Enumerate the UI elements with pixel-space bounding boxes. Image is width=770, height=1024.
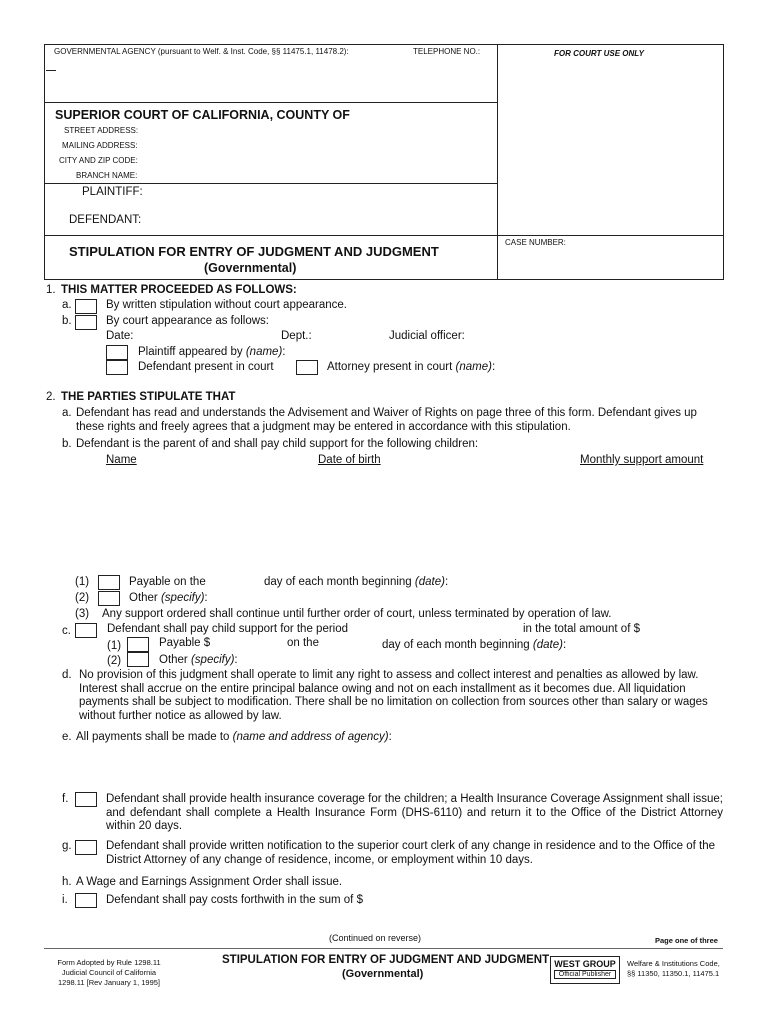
column-name-header: Name <box>106 454 137 466</box>
publisher-logo <box>550 956 620 984</box>
court-use-label: FOR COURT USE ONLY <box>554 49 644 58</box>
street-address-label: STREET ADDRESS: <box>64 126 139 135</box>
telephone-label: TELEPHONE NO.: <box>413 47 481 56</box>
item-1a-text: By written stipulation without court appearance. <box>106 299 347 311</box>
item-2c1-on: on the <box>287 637 319 649</box>
footer-title: STIPULATION FOR ENTRY OF JUDGMENT AND JUDGMENT <box>222 954 550 966</box>
defendant-present-text: Defendant present in court <box>138 361 274 373</box>
item-2c2-checkbox[interactable] <box>127 652 149 667</box>
section2-number: 2. <box>46 391 56 403</box>
item-2i-checkbox[interactable] <box>75 893 97 908</box>
item-2b-text: Defendant is the parent of and shall pay child support for the following children: <box>76 438 479 450</box>
dept-label: Dept.: <box>281 330 312 342</box>
branch-name-label: BRANCH NAME: <box>76 171 138 180</box>
item-2c-text-2: in the total amount of $ <box>523 623 640 635</box>
column-dob-header: Date of birth <box>318 454 381 466</box>
item-2i-text: Defendant shall pay costs forthwith in the sum of $ <box>106 894 363 906</box>
column-monthly-header: Monthly support amount <box>580 454 704 466</box>
section1-title: THIS MATTER PROCEEDED AS FOLLOWS: <box>61 284 297 296</box>
page-indicator: Page one of three <box>655 936 718 945</box>
item-2a-text: Defendant has read and understands the Advisement and Waiver of Rights on page three of this form. Defendant gives up these rights and freely agrees that a judgment may be entered in accordance with this stipulation. <box>76 407 697 433</box>
defendant-label: DEFENDANT: <box>69 214 142 226</box>
item-2c-text: Defendant shall pay child support for the period <box>107 623 349 635</box>
footer-divider <box>44 948 723 949</box>
agency-line-mark <box>46 70 56 71</box>
item-1b-checkbox[interactable] <box>75 315 97 330</box>
attorney-present-checkbox[interactable] <box>296 360 318 375</box>
item-2c-letter: c. <box>62 625 71 637</box>
section1-number: 1. <box>46 284 56 296</box>
item-2c1-day: day of each month beginning (date): <box>382 639 567 651</box>
agency-label: GOVERNMENTAL AGENCY (pursuant to Welf. & Inst. Code, §§ 11475.1, 11478.2): <box>54 47 349 56</box>
item-2b1-checkbox[interactable] <box>98 575 120 590</box>
item-1a-checkbox[interactable] <box>75 299 97 314</box>
item-2b2-text: Other (specify): <box>129 592 208 604</box>
item-2h-letter: h. <box>62 876 72 888</box>
item-2g-text: Defendant shall provide written notification to the superior court clerk of any change in residence and to the Office of the District Attorney of any change of residence, income, or employment within 10 days. <box>106 840 716 866</box>
item-2i-letter: i. <box>62 894 68 906</box>
judicial-officer-label: Judicial officer: <box>389 330 465 342</box>
item-2c1-number: (1) <box>107 640 122 652</box>
item-2c-checkbox[interactable] <box>75 623 97 638</box>
attorney-present-text: Attorney present in court (name): <box>327 361 496 373</box>
judicial-council-line: Judicial Council of California <box>61 968 157 977</box>
item-2c2-text: Other (specify): <box>159 654 238 666</box>
item-2f-letter: f. <box>62 793 69 805</box>
item-1b-letter: b. <box>62 315 72 327</box>
item-2c2-number: (2) <box>107 655 122 667</box>
item-2b1-number: (1) <box>75 576 90 588</box>
city-zip-label: CITY AND ZIP CODE: <box>59 156 138 165</box>
item-2b3-text: Any support ordered shall continue until further order of court, unless terminated by operation of law. <box>102 608 612 620</box>
item-2b1-text: Payable on the <box>129 576 206 588</box>
item-2c1-text: Payable $ <box>159 637 211 649</box>
item-1b-text: By court appearance as follows: <box>106 315 270 327</box>
item-2g-letter: g. <box>62 840 72 852</box>
item-1a-letter: a. <box>62 299 72 311</box>
form-revision-line: 1298.11 [Rev January 1, 1995] <box>57 978 160 987</box>
item-2f-checkbox[interactable] <box>75 792 97 807</box>
item-2c1-checkbox[interactable] <box>127 637 149 652</box>
defendant-present-checkbox[interactable] <box>106 360 128 375</box>
item-2b2-number: (2) <box>75 592 90 604</box>
publisher-name: WEST GROUP <box>554 959 616 969</box>
item-2h-text: A Wage and Earnings Assignment Order shall issue. <box>76 876 343 888</box>
continued-note: (Continued on reverse) <box>329 933 422 943</box>
item-2d-letter: d. <box>62 669 72 681</box>
item-2b1-text-2: day of each month beginning (date): <box>264 576 449 588</box>
plaintiff-appeared-text: Plaintiff appeared by (name): <box>138 346 286 358</box>
item-2f-text: Defendant shall provide health insurance coverage for the children; a Health Insurance Coverage Assignment shall issue; and defendant shall complete a Health Insurance Form (DHS-6110) and return it to the Office of the District Attorney within 20 days. <box>106 793 723 832</box>
document-title: STIPULATION FOR ENTRY OF JUDGMENT AND JUDGMENT <box>69 244 439 259</box>
document-subtitle: (Governmental) <box>204 261 297 275</box>
item-2d-text: No provision of this judgment shall operate to limit any right to assess and collect interest and penalties as allowed by law. Interest shall accrue on the entire principal balance owing and not on each installment as it becomes due. All liquidation payments shall be subject to modification. There shall be no limitation on collection from sources other than salary or wages without further notice as allowed by law. <box>79 669 708 722</box>
statute-line-2: §§ 11350, 11350.1, 11475.1 <box>627 969 720 978</box>
footer-subtitle: (Governmental) <box>342 968 424 980</box>
publisher-subtitle: Official Publisher <box>554 970 616 979</box>
item-2b3-number: (3) <box>75 608 90 620</box>
plaintiff-label: PLAINTIFF: <box>82 186 143 198</box>
case-number-label: CASE NUMBER: <box>505 238 566 247</box>
item-2e-letter: e. <box>62 731 72 743</box>
item-2a-letter: a. <box>62 407 72 419</box>
statute-citation <box>627 959 720 979</box>
item-2b2-checkbox[interactable] <box>98 591 120 606</box>
court-title: SUPERIOR COURT OF CALIFORNIA, COUNTY OF <box>55 108 350 122</box>
item-2b-letter: b. <box>62 438 72 450</box>
form-adoption-block <box>44 958 174 988</box>
item-2g-checkbox[interactable] <box>75 840 97 855</box>
plaintiff-appeared-checkbox[interactable] <box>106 345 128 360</box>
mailing-address-label: MAILING ADDRESS: <box>62 141 138 150</box>
statute-line-1: Welfare & Institutions Code, <box>627 959 720 968</box>
date-label: Date: <box>106 330 134 342</box>
form-adopted-line: Form Adopted by Rule 1298.11 <box>57 958 161 967</box>
item-2e-text: All payments shall be made to (name and address of agency): <box>76 731 392 743</box>
section2-title: THE PARTIES STIPULATE THAT <box>61 391 236 403</box>
